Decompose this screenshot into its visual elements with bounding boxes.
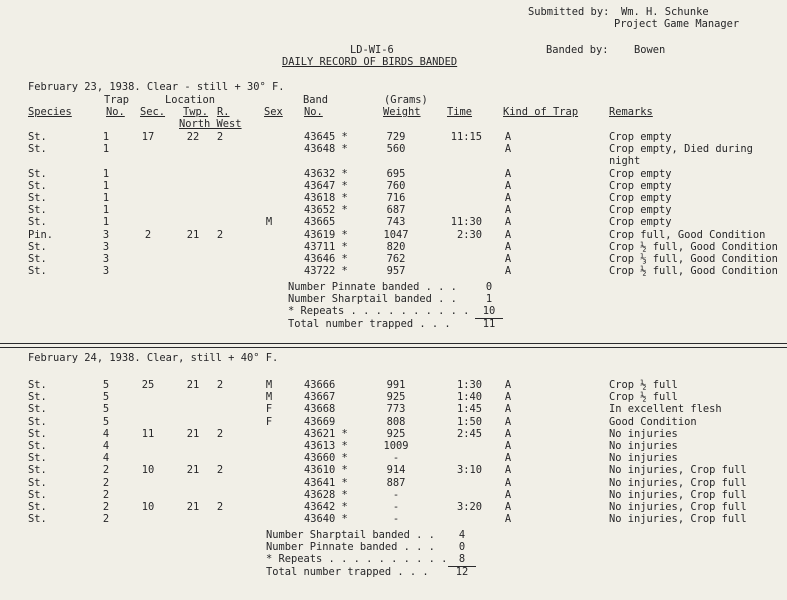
cell-r: 2: [216, 379, 224, 391]
cell-weight: 808: [386, 415, 406, 428]
cell-trap: 1: [102, 192, 110, 204]
banded-by-label: Banded by:: [546, 44, 609, 56]
cell-weight: 887: [386, 476, 406, 489]
cell-kind: A: [504, 240, 512, 253]
cell-species: St.: [28, 513, 47, 526]
summary-label: * Repeats . . . . . . . . . .: [266, 553, 448, 566]
cell-time: 1:30: [456, 379, 482, 391]
day2-date-line: February 24, 1938. Clear, still + 40° F.: [28, 352, 279, 364]
cell-species: St.: [28, 216, 47, 229]
cell-remarks: No injuries: [609, 452, 678, 465]
cell-trap: 5: [102, 391, 110, 404]
cell-remarks: Crop empty: [609, 192, 672, 204]
cell-trap: 5: [102, 415, 110, 428]
cell-twp: 21: [186, 501, 200, 513]
cell-time: 2:45: [456, 427, 482, 440]
table-row: [0, 440, 787, 452]
cell-band: 43618 *: [304, 192, 348, 204]
cell-sec: 10: [141, 501, 155, 513]
cell-trap: 3: [102, 265, 110, 278]
table-row: [0, 155, 787, 167]
col-band-top: Band: [303, 94, 329, 106]
cell-remarks: Crop empty: [609, 216, 672, 229]
day1-table: [0, 131, 787, 281]
cell-remarks: Crop ⅓ full, Good Condition: [609, 253, 778, 265]
cell-species: St.: [28, 204, 47, 217]
cell-remarks: Crop empty: [609, 204, 672, 217]
cell-remarks: Crop empty: [609, 167, 672, 180]
cell-weight: -: [392, 488, 400, 501]
cell-species: St.: [28, 253, 47, 265]
summary-label: Number Sharptail banded . .: [266, 529, 435, 541]
cell-kind: A: [504, 440, 512, 452]
table-row: [0, 477, 787, 489]
cell-band: 43660 *: [304, 452, 348, 465]
cell-kind: A: [504, 513, 512, 526]
cell-weight: -: [392, 452, 400, 465]
cell-sec: 17: [141, 131, 155, 143]
table-row: [0, 180, 787, 192]
table-row: [0, 391, 787, 403]
table-row: [0, 464, 787, 476]
cell-time: 1:50: [456, 415, 482, 428]
cell-species: St.: [28, 501, 47, 513]
cell-remarks: No injuries, Crop full: [609, 476, 747, 489]
cell-weight: 925: [386, 391, 406, 404]
submitted-by-name: Wm. H. Schunke: [621, 6, 709, 18]
cell-band: 43668: [304, 403, 336, 416]
cell-weight: 925: [386, 427, 406, 440]
submitter-title: Project Game Manager: [614, 18, 740, 30]
table-row: [0, 131, 787, 143]
cell-weight: 716: [386, 192, 406, 204]
col-band-no: No.: [304, 106, 323, 118]
cell-trap: 5: [102, 403, 110, 416]
cell-species: St.: [28, 440, 47, 452]
cell-species: Pin.: [28, 228, 54, 241]
cell-species: St.: [28, 415, 47, 428]
summary-value: 10: [482, 305, 496, 318]
cell-time: 11:15: [450, 131, 482, 143]
cell-time: 1:45: [456, 403, 482, 416]
cell-kind: A: [504, 488, 512, 501]
table-row: [0, 143, 787, 155]
table-row: [0, 513, 787, 525]
day1-date-line: February 23, 1938. Clear - still + 30° F.: [28, 81, 285, 93]
col-grams: (Grams): [384, 94, 428, 106]
cell-sec: 2: [144, 228, 152, 241]
cell-weight: 773: [386, 403, 406, 416]
cell-remarks: Crop ½ full: [609, 379, 678, 391]
col-sec: Sec.: [140, 106, 166, 118]
cell-band: 43621 *: [304, 427, 348, 440]
cell-trap: 4: [102, 452, 110, 465]
form-id: LD-WI-6: [350, 44, 394, 56]
cell-species: St.: [28, 143, 47, 156]
cell-remarks: Crop ½ full, Good Condition: [609, 265, 778, 278]
cell-weight: 687: [386, 204, 406, 217]
cell-r: 2: [216, 228, 224, 241]
col-sex: Sex: [264, 106, 283, 118]
cell-band: 43647 *: [304, 179, 348, 192]
summary-label: Number Sharptail banded . .: [288, 293, 457, 306]
cell-remarks: Good Condition: [609, 415, 697, 428]
cell-trap: 1: [102, 143, 110, 156]
cell-species: St.: [28, 167, 47, 180]
table-row: [0, 403, 787, 415]
cell-kind: A: [504, 253, 512, 265]
cell-species: St.: [28, 192, 47, 204]
cell-sec: 25: [141, 379, 155, 391]
cell-band: 43669: [304, 415, 336, 428]
cell-kind: A: [504, 452, 512, 465]
cell-twp: 21: [186, 427, 200, 440]
cell-trap: 3: [102, 240, 110, 253]
cell-species: St.: [28, 179, 47, 192]
cell-trap: 2: [102, 476, 110, 489]
cell-kind: A: [504, 179, 512, 192]
cell-time: 11:30: [450, 216, 482, 229]
cell-band: 43628 *: [304, 488, 348, 501]
table-row: [0, 204, 787, 216]
cell-remarks: No injuries, Crop full: [609, 513, 747, 526]
submitted-by-label: Submitted by:: [528, 6, 610, 18]
summary-label: * Repeats . . . . . . . . . .: [288, 305, 470, 318]
cell-sec: 10: [141, 464, 155, 477]
cell-trap: 1: [102, 131, 110, 143]
cell-kind: A: [504, 167, 512, 180]
cell-kind: A: [504, 501, 512, 513]
day2-table: [0, 379, 787, 529]
cell-trap: 1: [102, 179, 110, 192]
cell-kind: A: [504, 204, 512, 217]
cell-weight: 991: [386, 379, 406, 391]
cell-band: 43641 *: [304, 476, 348, 489]
cell-remarks: Crop empty: [609, 131, 672, 143]
cell-kind: A: [504, 379, 512, 391]
cell-trap: 5: [102, 379, 110, 391]
cell-kind: A: [504, 131, 512, 143]
cell-species: St.: [28, 131, 47, 143]
cell-species: St.: [28, 240, 47, 253]
cell-sex: M: [265, 379, 273, 391]
cell-weight: 820: [386, 240, 406, 253]
summary-value: 4: [458, 529, 466, 541]
cell-band: 43642 *: [304, 501, 348, 513]
cell-trap: 4: [102, 440, 110, 452]
cell-band: 43665: [304, 216, 336, 229]
cell-band: 43711 *: [304, 240, 348, 253]
cell-band: 43667: [304, 391, 336, 404]
cell-species: St.: [28, 464, 47, 477]
cell-twp: 22: [186, 131, 200, 143]
section-separator-top: [0, 343, 787, 344]
cell-kind: A: [504, 391, 512, 404]
cell-species: St.: [28, 452, 47, 465]
col-r: R.: [217, 106, 230, 118]
col-trap-no: No.: [106, 106, 125, 118]
cell-remarks: No injuries, Crop full: [609, 464, 747, 477]
cell-species: St.: [28, 265, 47, 278]
cell-kind: A: [504, 143, 512, 156]
col-trap-top: Trap: [104, 94, 130, 106]
cell-time: 3:10: [456, 464, 482, 477]
cell-species: St.: [28, 391, 47, 404]
table-row: [0, 428, 787, 440]
col-kind-of-trap: Kind of Trap: [503, 106, 579, 118]
cell-trap: 1: [102, 204, 110, 217]
cell-remarks: In excellent flesh: [609, 403, 722, 416]
cell-kind: A: [504, 427, 512, 440]
cell-species: St.: [28, 403, 47, 416]
cell-weight: 695: [386, 167, 406, 180]
cell-kind: A: [504, 192, 512, 204]
cell-weight: 560: [386, 143, 406, 156]
cell-band: 43652 *: [304, 204, 348, 217]
table-row: [0, 379, 787, 391]
table-row: [0, 192, 787, 204]
summary-label: Total number trapped . . .: [266, 565, 429, 578]
summary-label: Number Pinnate banded . . .: [288, 281, 457, 293]
summary-label: Number Pinnate banded . . .: [266, 541, 435, 554]
cell-sec: 11: [141, 427, 155, 440]
summary-value: 0: [458, 541, 466, 554]
table-row: [0, 229, 787, 241]
cell-band: 43648 *: [304, 143, 348, 156]
cell-time: 1:40: [456, 391, 482, 404]
summary-value: 12: [455, 565, 469, 578]
table-row: [0, 265, 787, 277]
cell-r: 2: [216, 131, 224, 143]
col-north-west: North West: [179, 118, 242, 130]
cell-weight: -: [392, 513, 400, 526]
cell-trap: 2: [102, 513, 110, 526]
table-row: [0, 416, 787, 428]
cell-species: St.: [28, 476, 47, 489]
cell-remarks: night: [609, 155, 641, 168]
cell-weight: 760: [386, 179, 406, 192]
cell-band: 43645 *: [304, 131, 348, 143]
cell-remarks: Crop ½ full: [609, 391, 678, 404]
cell-kind: A: [504, 265, 512, 278]
cell-trap: 2: [102, 501, 110, 513]
table-row: [0, 253, 787, 265]
col-weight: Weight: [383, 106, 421, 118]
col-species: Species: [28, 106, 72, 118]
table-row: [0, 501, 787, 513]
cell-trap: 3: [102, 253, 110, 265]
cell-weight: 957: [386, 265, 406, 278]
cell-weight: 1047: [383, 228, 409, 241]
cell-band: 43619 *: [304, 228, 348, 241]
cell-trap: 4: [102, 427, 110, 440]
cell-remarks: Crop ½ full, Good Condition: [609, 240, 778, 253]
cell-remarks: Crop empty, Died during: [609, 143, 753, 156]
cell-band: 43722 *: [304, 265, 348, 278]
summary-value: 11: [482, 317, 496, 330]
cell-trap: 2: [102, 464, 110, 477]
summary-label: Total number trapped . . .: [288, 317, 451, 330]
cell-time: 3:20: [456, 501, 482, 513]
cell-remarks: No injuries, Crop full: [609, 501, 747, 513]
cell-kind: A: [504, 464, 512, 477]
cell-weight: 1009: [383, 440, 409, 452]
cell-remarks: No injuries: [609, 427, 678, 440]
cell-weight: 914: [386, 464, 406, 477]
cell-trap: 1: [102, 216, 110, 229]
cell-band: 43613 *: [304, 440, 348, 452]
cell-weight: 762: [386, 253, 406, 265]
cell-remarks: No injuries, Crop full: [609, 488, 747, 501]
form-title: DAILY RECORD OF BIRDS BANDED: [282, 56, 458, 68]
cell-kind: A: [504, 415, 512, 428]
cell-r: 2: [216, 427, 224, 440]
banded-by-name: Bowen: [634, 44, 666, 56]
col-time: Time: [447, 106, 473, 118]
cell-species: St.: [28, 379, 47, 391]
cell-trap: 2: [102, 488, 110, 501]
cell-weight: -: [392, 501, 400, 513]
cell-trap: 1: [102, 167, 110, 180]
cell-sex: M: [265, 391, 273, 404]
table-row: [0, 216, 787, 228]
cell-sex: F: [265, 403, 273, 416]
cell-kind: A: [504, 403, 512, 416]
cell-remarks: Crop empty: [609, 179, 672, 192]
cell-band: 43610 *: [304, 464, 348, 477]
cell-twp: 21: [186, 464, 200, 477]
cell-band: 43640 *: [304, 513, 348, 526]
cell-twp: 21: [186, 228, 200, 241]
cell-sex: F: [265, 415, 273, 428]
cell-kind: A: [504, 216, 512, 229]
cell-band: 43666: [304, 379, 336, 391]
cell-band: 43632 *: [304, 167, 348, 180]
cell-species: St.: [28, 488, 47, 501]
table-row: [0, 452, 787, 464]
cell-weight: 743: [386, 216, 406, 229]
cell-twp: 21: [186, 379, 200, 391]
cell-weight: 729: [386, 131, 406, 143]
cell-r: 2: [216, 464, 224, 477]
section-separator-bottom: [0, 347, 787, 348]
table-row: [0, 168, 787, 180]
cell-kind: A: [504, 476, 512, 489]
cell-band: 43646 *: [304, 253, 348, 265]
table-row: [0, 489, 787, 501]
cell-remarks: No injuries: [609, 440, 678, 452]
col-remarks: Remarks: [609, 106, 653, 118]
summary-value: 0: [485, 281, 493, 293]
cell-remarks: Crop full, Good Condition: [609, 228, 766, 241]
table-row: [0, 241, 787, 253]
summary-value: 1: [485, 293, 493, 306]
cell-time: 2:30: [456, 228, 482, 241]
cell-r: 2: [216, 501, 224, 513]
col-twp: Twp.: [183, 106, 209, 118]
cell-trap: 3: [102, 228, 110, 241]
summary-value: 8: [458, 553, 466, 566]
cell-species: St.: [28, 427, 47, 440]
col-location: Location: [165, 94, 216, 106]
cell-kind: A: [504, 228, 512, 241]
cell-sex: M: [265, 216, 273, 229]
